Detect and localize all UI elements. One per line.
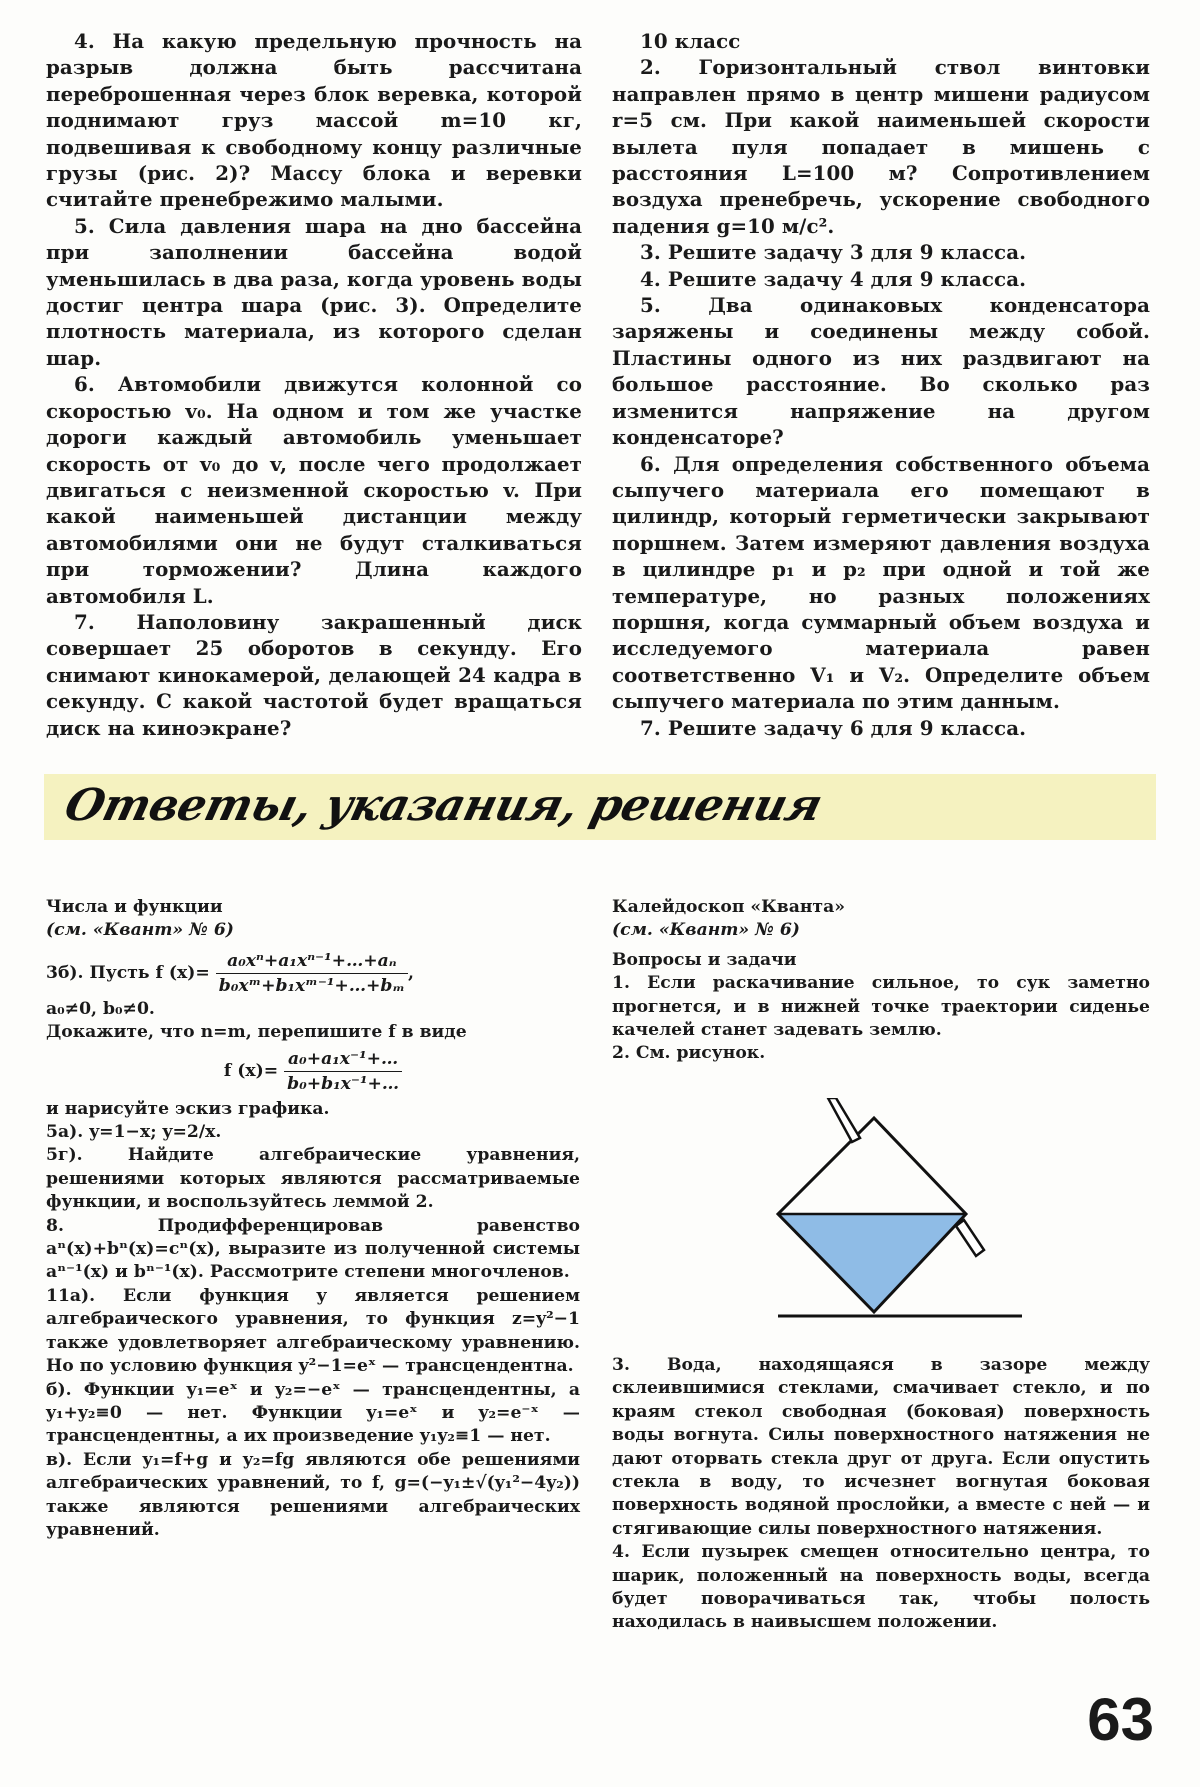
answer-q2: 2. См. рисунок. [612,1043,766,1064]
answer-q3: 3. Вода, находящаяся в зазоре между склеившимися стеклами, смачивает стекло, и по краям стекол свободная (боковая) поверхность воды вогнута. Силы поверхностного натяжения не дают оторвать стекла друг от друга. Если опустить стекла в воду, то исчезнет вогнутая боковая поверхность водяной прослойки, а вместе с ней — и стягивающие силы поверхностного натяжения. [612,1355,1150,1539]
item-3b-formula-2 [46,1047,580,1096]
problem-10-6: 6. Для определения собственного объема сыпучего материала его помещают в цилиндр, который герметически закрывают поршнем. Затем измеряют давления воздуха в цилиндре p₁ и p₂ при одной и той же температуре, но разных положениях поршня, когда суммарный объем воздуха и исследуемого материала равен соответственно V₁ и V₂. Определите объем сыпучего материала по этим данным. [612,451,1150,714]
item-3b-f2: f (x)= [223,1060,279,1081]
section-ref-numbers: (см. «Квант» № 6) [46,920,234,941]
item-5a: 5а). y=1−x; y=2/x. [46,1122,222,1143]
problem-10-2: 2. Горизонтальный ствол винтовки направлен прямо в центр мишени радиусом r=5 см. При какой наименьшей скорости вылета пуля попадает в мишень с расстояния L=100 м? Сопротивлением воздуха пренебречь, ускорение свободного падения g=10 м/с². [612,55,1150,238]
problem-10-7: 7. Решите задачу 6 для 9 класса. [640,715,1027,740]
lower-right-column-bottom [612,1354,1150,1635]
subtitle-questions: Вопросы и задачи [612,949,797,970]
item-11v: в). Если y₁=f+g и y₂=fg являются обе решениями алгебраических уравнений, то f, g=(−y₁±√(y₁²−4y₂)) также являются решениями алгебраических уравнений. [46,1449,580,1540]
problem-10-5: 5. Два одинаковых конденсатора заряжены и соединены между собой. Пластины одного из них раздвигают на большое расстояние. Во сколько раз изменится напряжение на другом конденсаторе? [612,293,1150,450]
upper-right-column [612,28,1150,741]
fraction-2-numerator: a₀+a₁x⁻¹+… [284,1047,402,1072]
item-8: 8. Продифференцировав равенство aⁿ(x)+bⁿ(x)=cⁿ(x), выразите из полученной системы aⁿ⁻¹(x) и bⁿ⁻¹(x). Рассмотрите степени многочленов. [46,1215,580,1283]
problem-10-3: 3. Решите задачу 3 для 9 класса. [640,240,1027,265]
item-3b-text: Докажите, что n=m, перепишите f в виде [46,1022,467,1043]
item-3b-lead: 3б). Пусть f (x)= [46,962,210,983]
item-11a: 11а). Если функция y является решением алгебраического уравнения, то функция z=y²−1 также удовлетворяет алгебраическому уравнению. Но по условию функция y²−1=eˣ — трансцендентна. [46,1285,580,1377]
figure-tube-side [956,1220,984,1256]
section-title-numbers: Числа и функции [46,897,223,917]
item-3b-end: и нарисуйте эскиз графика. [46,1098,330,1119]
problem-5: 5. Сила давления шара на дно бассейна при заполнении бассейна водой уменьшилась в два раза, когда уровень воды достиг центра шара (рис. 3). Определите плотность материала, из которого сделан шар. [46,213,582,370]
fraction-1 [216,949,408,998]
problem-7: 7. Наполовину закрашенный диск совершает 25 оборотов в секунду. Его снимают кинокамерой, делающей 24 кадра в секунду. С какой частотой будет вращаться диск на киноэкране? [46,609,582,740]
lower-right-column-top [612,896,1150,1066]
grade-10-heading: 10 класс [640,29,741,53]
fraction-1-denominator: b₀xᵐ+b₁xᵐ⁻¹+…+bₘ [218,975,405,996]
section-title-kaleidoscope: Калейдоскоп «Кванта» [612,897,845,917]
problem-6: 6. Автомобили движутся колонной со скоростью v₀. На одном и том же участке дороги каждый автомобиль уменьшает скорость от v₀ до v, после чего продолжает двигаться с неизменной скоростью v. При какой наименьшей дистанции между автомобилями они не будут сталкиваться при торможении? Длина каждого автомобиля L. [46,372,582,608]
fraction-2-denominator: b₀+b₁x⁻¹+… [287,1073,400,1094]
item-5g: 5г). Найдите алгебраические уравнения, решениями которых являются рассматриваемые функции, и воспользуйтесь леммой 2. [46,1145,580,1213]
fraction-1-numerator: a₀xⁿ+a₁xⁿ⁻¹+…+aₙ [216,949,408,974]
problem-4: 4. На какую предельную прочность на разрыв должна быть рассчитана переброшенная через блок веревка, которой поднимают груз массой m=10 кг, подвешивая к свободному концу различные грузы (рис. 2)? Массу блока и веревки считайте пренебрежимо малыми. [46,29,582,212]
answer-q1: 1. Если раскачивание сильное, то сук заметно прогнется, и в нижней точке траектории сиденье качелей станет задевать землю. [612,973,1150,1041]
lower-left-column [46,896,580,1542]
item-3b-formula: 3б). Пусть f (x)= $\frac{\text{a₀xⁿ+a₁xⁿ⁻¹+…+aₙ}}{\text{b₀xᵐ+b₁xᵐ⁻¹+…+bₘ}}$ , [46,950,414,996]
tilted-vessel-figure [770,1098,1030,1324]
section-ref-kaleidoscope: (см. «Квант» № 6) [612,920,800,941]
problem-10-4: 4. Решите задачу 4 для 9 класса. [640,266,1027,291]
figure-tube-top [828,1098,860,1142]
fraction-2 [284,1047,402,1096]
page-number: 63 [1087,1686,1154,1753]
upper-left-column [46,28,582,741]
item-3b-after: a₀≠0, b₀≠0. [46,998,155,1019]
item-11b: б). Функции y₁=eˣ и y₂=−eˣ — трансцендентны, а y₁+y₂≡0 — нет. Функции y₁=eˣ и y₂=e⁻ˣ — трансцендентны, а их произведение y₁y₂≡1 — нет. [46,1379,580,1447]
answers-banner-title: Ответы, указания, решения [59,780,828,831]
answers-banner [44,774,1156,840]
figure-water [778,1214,966,1312]
answer-q4: 4. Если пузырек смещен относительно центра, то шарик, положенный на поверхность воды, всегда будет поворачиваться так, чтобы полость находилась в наивысшем положении. [612,1542,1150,1633]
